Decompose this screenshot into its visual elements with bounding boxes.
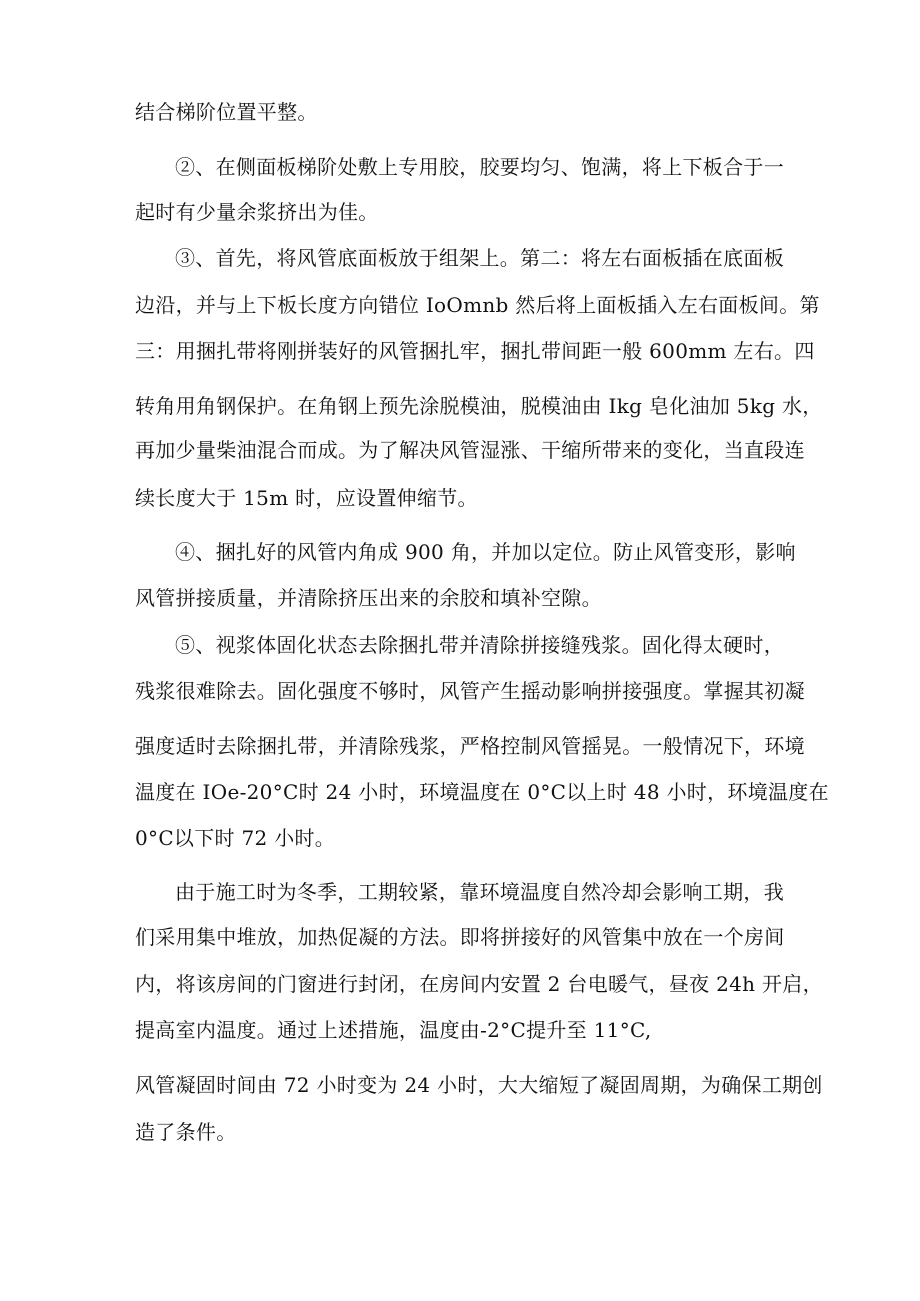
text-line: 0°C以下时 72 小时。 — [135, 826, 336, 850]
text-line: 再加少量柴油混合而成。为了解决风管湿涨、干缩所带来的变化，当直段连 — [135, 438, 805, 462]
text-line: 造了条件。 — [135, 1120, 237, 1144]
text-line: ②、在侧面板梯阶处敷上专用胶，胶要均匀、饱满，将上下板合于一 — [175, 155, 784, 179]
text-line: 三：用捆扎带将刚拼装好的风管捆扎牢，捆扎带间距一般 600mm 左右。四 — [135, 339, 815, 363]
text-line: 内，将该房间的门窗进行封闭，在房间内安置 2 台电暖气，昼夜 24h 开启， — [135, 972, 823, 996]
text-line: 提高室内温度。通过上述措施，温度由-2°C提升至 11°C, — [135, 1018, 652, 1042]
text-line: 们采用集中堆放，加热促凝的方法。即将拼接好的风管集中放在一个房间 — [135, 925, 785, 949]
text-line: 结合梯阶位置平整。 — [135, 100, 318, 124]
text-line: 强度适时去除捆扎带，并清除残浆，严格控制风管摇晃。一般情况下，环境 — [135, 734, 805, 758]
text-line: ③、首先，将风管底面板放于组架上。第二：将左右面板插在底面板 — [175, 246, 784, 270]
text-line: 温度在 IOe-20°C时 24 小时，环境温度在 0°C以上时 48 小时，环境温度在 — [135, 780, 829, 804]
text-line: 转角用角钢保护。在角钢上预先涂脱模油，脱模油由 Ikg 皂化油加 5kg 水， — [135, 394, 823, 418]
text-line: ⑤、视浆体固化状态去除捆扎带并清除拼接缝残浆。固化得太硬时， — [175, 633, 784, 657]
text-line: 残浆很难除去。固化强度不够时，风管产生摇动影响拼接强度。掌握其初凝 — [135, 679, 805, 703]
text-line: 续长度大于 15m 时，应设置伸缩节。 — [135, 486, 478, 510]
text-line: 边沿，并与上下板长度方向错位 IoOmnb 然后将上面板插入左右面板间。第 — [135, 293, 820, 317]
text-line: 由于施工时为冬季，工期较紧，靠环境温度自然冷却会影响工期，我 — [175, 880, 784, 904]
text-line: ④、捆扎好的风管内角成 900 角，并加以定位。防止风管变形，影响 — [175, 540, 796, 564]
text-line: 起时有少量余浆挤出为佳。 — [135, 200, 379, 224]
text-line: 风管凝固时间由 72 小时变为 24 小时，大大缩短了凝固周期，为确保工期创 — [135, 1073, 823, 1097]
text-line: 风管拼接质量，并清除挤压出来的余胶和填补空隙。 — [135, 586, 602, 610]
